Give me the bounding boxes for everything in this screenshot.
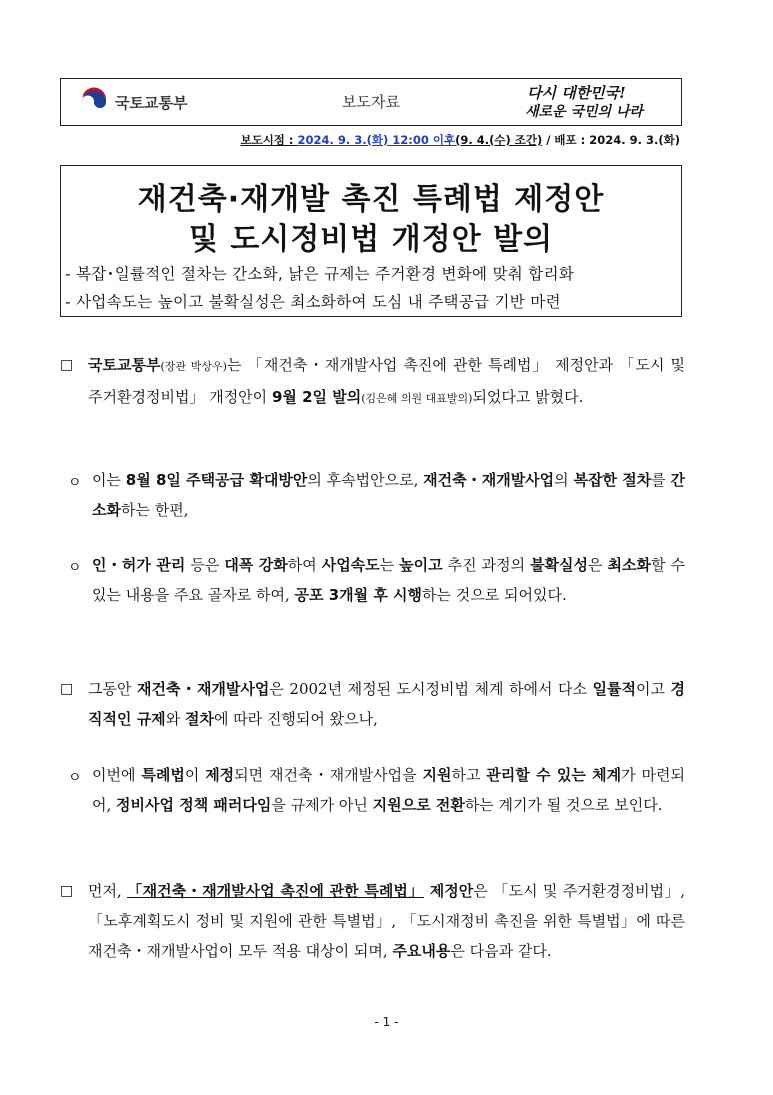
page-number: - 1 -: [374, 1015, 399, 1029]
title-line-2: 및 도시정비법 개정안 발의: [188, 222, 554, 257]
paragraph-3: 인・허가 관리 등은 대폭 강화하여 사업속도는 높이고 추진 과정의 불확실성은 최소화할 수 있는 내용을 주요 골자로 하여, 공포 3개월 후 시행하는 것으로 되어있다.: [92, 556, 685, 604]
release-distribution: / 배포 : 2024. 9. 3.(화): [542, 133, 680, 147]
p1-date: 9월 2일 발의: [271, 388, 362, 406]
circle-bullet: ㅇ: [68, 475, 82, 491]
paragraph-5: 이번에 특례법이 제정되면 재건축・재개발사업을 지원하고 관리할 수 있는 체계가 마련되어, 정비사업 정책 패러다임을 규제가 아닌 지원으로 전환하는 계기가 될 것으로 보인다.: [92, 766, 685, 814]
slogan-line2: 새로운 국민의 나라: [525, 104, 643, 120]
subtitle-line-2: - 사업속도는 높이고 불확실성은 최소화하여 도심 내 주택공급 기반 마련: [65, 293, 561, 311]
square-bullet: □: [60, 357, 74, 373]
square-bullet: □: [60, 681, 74, 697]
p1-text: 는 「재건축・재개발사업 촉진에 관한 특례법」 제정안과 「도시 및 주거환경정비법」 개정안이: [88, 356, 685, 406]
p1-sponsor: (김은혜 의원 대표발의): [361, 392, 473, 405]
square-bullet: □: [60, 883, 74, 899]
paragraph-4: 그동안 재건축・재개발사업은 2002년 제정된 도시정비법 체계 하에서 다소 일률적이고 경직적인 규제와 절차에 따라 진행되어 왔으나,: [88, 680, 685, 728]
circle-bullet: ㅇ: [68, 770, 82, 786]
circle-bullet: ㅇ: [68, 560, 82, 576]
ministry-name: 국토교통부: [115, 93, 188, 112]
title-line-1: 재건축·재개발 촉진 특례법 제정안: [137, 182, 605, 217]
release-label: 보도시점 :: [240, 133, 298, 147]
paragraph-6: 먼저, 「재건축・재개발사업 촉진에 관한 특례법」 제정안은 「도시 및 주거환경정비법」, 「노후계획도시 정비 및 지원에 관한 특별법」, 「도시재정비 촉진을 위한 특별법」에 따른 재건축・재개발사업이 모두 적용 대상이 되며, 주요내용은 다음과 같다.: [88, 882, 685, 960]
title-box: [60, 165, 682, 317]
release-timing: [240, 132, 680, 148]
p1-end: 되었다고 밝혔다.: [472, 388, 584, 406]
paragraph-2: 이는 8월 8일 주택공급 확대방안의 후속법안으로, 재건축・재개발사업의 복잡한 절차를 간소화하는 한편,: [92, 471, 685, 519]
press-release-label: 보도자료: [342, 93, 400, 111]
release-embargo: 2024. 9. 3.(화) 12:00 이후: [297, 133, 456, 147]
paragraph-1: [88, 350, 685, 414]
p1-minister: (장관 박상우): [160, 360, 227, 373]
slogan-line1: 다시 대한민국!: [527, 84, 626, 102]
slogan-handwriting: [523, 82, 673, 122]
release-paper: (9. 4.(수) 조간): [455, 133, 543, 147]
header-box: [60, 78, 682, 126]
subtitle-line-1: - 복잡･일률적인 절차는 간소화, 낡은 규제는 주거환경 변화에 맞춰 합리화: [65, 265, 575, 283]
p1-ministry: 국토교통부: [88, 356, 161, 374]
